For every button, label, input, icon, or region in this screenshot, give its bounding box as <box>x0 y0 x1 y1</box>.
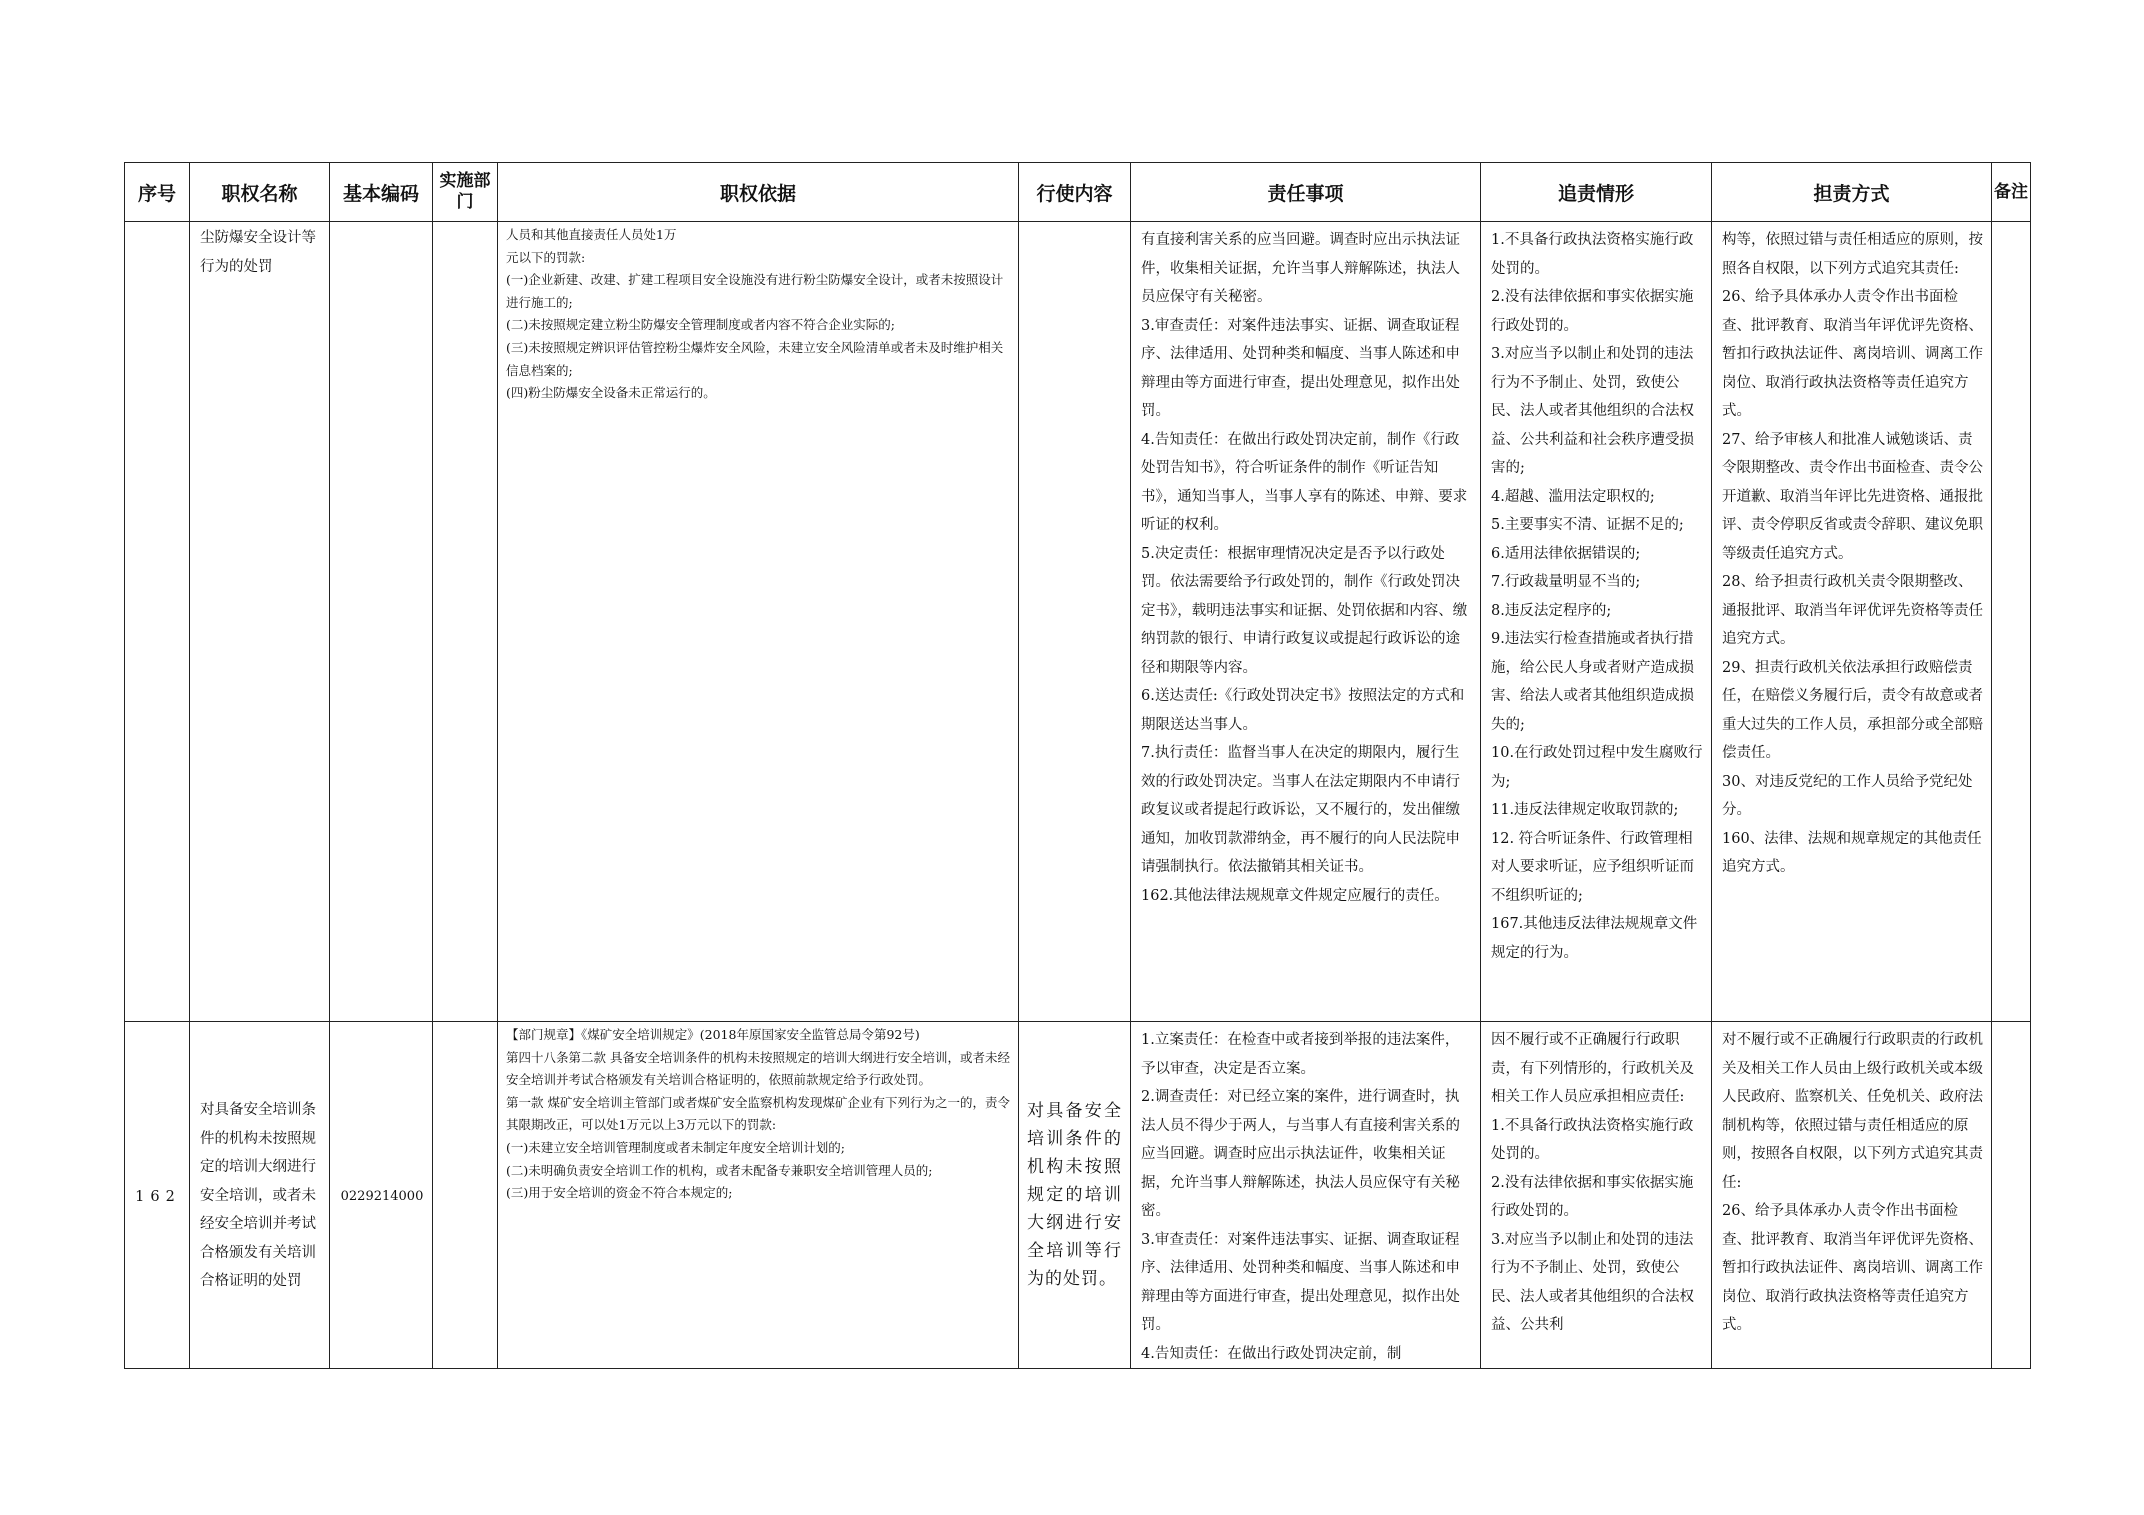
row-basis: 人员和其他直接责任人员处1万 元以下的罚款: (一)企业新建、改建、扩建工程项目安全设施没有进行粉尘防爆安全设计，或者未按照设计进行施工的; (二)未按照规定建立粉尘防爆安全管理制度或者内容不符合企业实际的; (三)未按照规定辨识评估管控粉尘爆炸安全风险，未建立安全风险清单或者未及时维护相关信息档案的; (四)粉尘防爆安全设备未正常运行的。 <box>498 222 1019 1022</box>
row-seq: 162 <box>125 1022 190 1369</box>
header-code: 基本编码 <box>330 163 433 222</box>
header-duty: 责任事项 <box>1131 163 1481 222</box>
row-method: 构等，依照过错与责任相适应的原则，按照各自权限，以下列方式追究其责任: 26、给予具体承办人责令作出书面检查、批评教育、取消当年评优评先资格、暂扣行政执法证件、离岗培训、调离工作岗位、取消行政执法资格等责任追究方式。 27、给予审核人和批准人诫勉谈话、责令限期整改、责令作出书面检查、责令公开道歉、取消当年评比先进资格、通报批评、责令停职反省或责令辞职、建议免职等级责任追究方式。 28、给予担责行政机关责令限期整改、通报批评、取消当年评优评先资格等责任追究方式。 29、担责行政机关依法承担行政赔偿责任，在赔偿义务履行后，责令有故意或者重大过失的工作人员，承担部分或全部赔偿责任。 30、对违反党纪的工作人员给予党纪处分。 160、法律、法规和规章规定的其他责任追究方式。 <box>1712 222 1992 1022</box>
table-row <box>125 1022 2031 1369</box>
row-remark <box>1992 222 2031 1022</box>
row-dept <box>433 1022 498 1369</box>
header-method: 担责方式 <box>1712 163 1992 222</box>
row-duty: 有直接利害关系的应当回避。调查时应出示执法证件，收集相关证据，允许当事人辩解陈述，执法人员应保守有关秘密。 3.审查责任：对案件违法事实、证据、调查取证程序、法律适用、处罚种类和幅度、当事人陈述和申辩理由等方面进行审查，提出处理意见，拟作出处罚。 4.告知责任：在做出行政处罚决定前，制作《行政处罚告知书》，符合听证条件的制作《听证告知书》，通知当事人，当事人享有的陈述、申辩、要求听证的权利。 5.决定责任：根据审理情况决定是否予以行政处罚。依法需要给予行政处罚的，制作《行政处罚决定书》，载明违法事实和证据、处罚依据和内容、缴纳罚款的银行、申请行政复议或提起行政诉讼的途径和期限等内容。 6.送达责任:《行政处罚决定书》按照法定的方式和期限送达当事人。 7.执行责任：监督当事人在决定的期限内，履行生效的行政处罚决定。当事人在法定期限内不申请行政复议或者提起行政诉讼，又不履行的，发出催缴通知，加收罚款滞纳金，再不履行的向人民法院申请强制执行。依法撤销其相关证书。 162.其他法律法规规章文件规定应履行的责任。 <box>1131 222 1481 1022</box>
power-list-table <box>124 162 2031 1369</box>
header-row <box>125 163 2031 222</box>
row-content: 对具备安全培训条件的机构未按照规定的培训大纲进行安全培训等行为的处罚。 <box>1019 1022 1131 1369</box>
row-content <box>1019 222 1131 1022</box>
row-dept <box>433 222 498 1022</box>
row-basis: 【部门规章】《煤矿安全培训规定》(2018年原国家安全监管总局令第92号) 第四十八条第二款 具备安全培训条件的机构未按照规定的培训大纲进行安全培训，或者未经安全培训并考试合格颁发有关培训合格证明的，依照前款规定给予行政处罚。 第一款 煤矿安全培训主管部门或者煤矿安全监察机构发现煤矿企业有下列行为之一的，责令其限期改正，可以处1万元以上3万元以下的罚款: (一)未建立安全培训管理制度或者未制定年度安全培训计划的; (二)未明确负责安全培训工作的机构，或者未配备专兼职安全培训管理人员的; (三)用于安全培训的资金不符合本规定的; <box>498 1022 1019 1369</box>
header-name: 职权名称 <box>190 163 330 222</box>
header-remark: 备注 <box>1992 163 2031 222</box>
header-dept: 实施部门 <box>433 163 498 222</box>
row-accountability: 1.不具备行政执法资格实施行政处罚的。 2.没有法律依据和事实依据实施行政处罚的。 3.对应当予以制止和处罚的违法行为不予制止、处罚，致使公民、法人或者其他组织的合法权益、公共利益和社会秩序遭受损害的; 4.超越、滥用法定职权的; 5.主要事实不清、证据不足的; 6.适用法律依据错误的; 7.行政裁量明显不当的; 8.违反法定程序的; 9.违法实行检查措施或者执行措施，给公民人身或者财产造成损害、给法人或者其他组织造成损失的; 10.在行政处罚过程中发生腐败行为; 11.违反法律规定收取罚款的; 12. 符合听证条件、行政管理相对人要求听证，应予组织听证而不组织听证的; 167.其他违反法律法规规章文件规定的行为。 <box>1481 222 1712 1022</box>
row-method: 对不履行或不正确履行行政职责的行政机关及相关工作人员由上级行政机关或本级人民政府、监察机关、任免机关、政府法制机构等，依照过错与责任相适应的原则，按照各自权限，以下列方式追究其责任: 26、给予具体承办人责令作出书面检查、批评教育、取消当年评优评先资格、暂扣行政执法证件、离岗培训、调离工作岗位、取消行政执法资格等责任追究方式。 <box>1712 1022 1992 1369</box>
row-seq <box>125 222 190 1022</box>
row-remark <box>1992 1022 2031 1369</box>
header-content: 行使内容 <box>1019 163 1131 222</box>
header-basis: 职权依据 <box>498 163 1019 222</box>
row-duty: 1.立案责任：在检查中或者接到举报的违法案件，予以审查，决定是否立案。 2.调查责任：对已经立案的案件，进行调查时，执法人员不得少于两人，与当事人有直接利害关系的应当回避。调查时应出示执法证件，收集相关证据，允许当事人辩解陈述，执法人员应保守有关秘密。 3.审查责任：对案件违法事实、证据、调查取证程序、法律适用、处罚种类和幅度、当事人陈述和申辩理由等方面进行审查，提出处理意见，拟作出处罚。 4.告知责任：在做出行政处罚决定前，制 <box>1131 1022 1481 1369</box>
row-code <box>330 222 433 1022</box>
header-accountability: 追责情形 <box>1481 163 1712 222</box>
header-seq: 序号 <box>125 163 190 222</box>
row-name: 尘防爆安全设计等行为的处罚 <box>190 222 330 1022</box>
row-accountability: 因不履行或不正确履行行政职责，有下列情形的，行政机关及相关工作人员应承担相应责任: 1.不具备行政执法资格实施行政处罚的。 2.没有法律依据和事实依据实施行政处罚的。 3.对应当予以制止和处罚的违法行为不予制止、处罚，致使公民、法人或者其他组织的合法权益、公共利 <box>1481 1022 1712 1369</box>
row-code: 0229214000 <box>330 1022 433 1369</box>
row-name: 对具备安全培训条件的机构未按照规定的培训大纲进行安全培训，或者未经安全培训并考试合格颁发有关培训合格证明的处罚 <box>190 1022 330 1369</box>
table-row <box>125 222 2031 1022</box>
